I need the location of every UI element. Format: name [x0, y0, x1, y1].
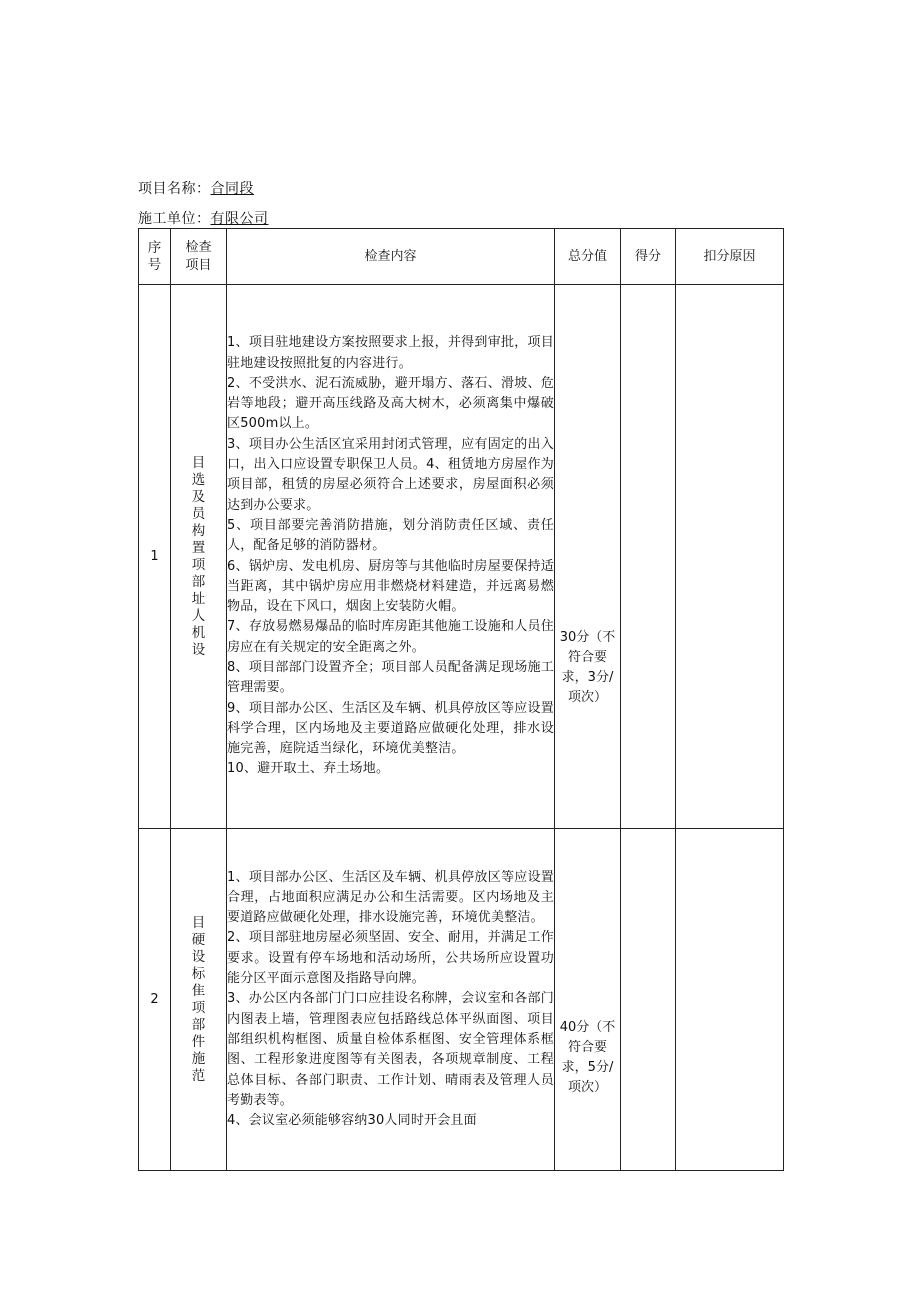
row-number: 2	[139, 829, 171, 1171]
project-name-label: 项目名称：	[138, 181, 211, 197]
row-number: 1	[139, 285, 171, 829]
content-paragraph: 1、项目部办公区、生活区及车辆、机具停放区等应设置合理，占地面积应满足办公和生活需要。区内场地及主要道路应做硬化处理，排水设施完善，环境优美整洁。	[227, 869, 554, 926]
construction-unit-label: 施工单位：	[138, 211, 211, 227]
header-total-score: 总分值	[555, 229, 621, 285]
content-paragraph: 10、避开取土、弃土场地。	[227, 761, 390, 777]
table-header-row	[139, 229, 784, 285]
content-paragraph: 7、存放易燃易爆品的临时库房距其他施工设施和人员住房应在有关规定的安全距离之外。	[227, 619, 554, 655]
score-cell	[621, 829, 676, 1171]
content-paragraph: 5、项目部要完善消防措施，划分消防责任区域、责任人，配备足够的消防器材。	[227, 517, 554, 554]
total-score: 40分（不符合要求，5分/项次）	[555, 829, 621, 1171]
deduction-reason-cell	[676, 829, 784, 1171]
total-score: 30分（不符合要求，3分/项次）	[555, 285, 621, 829]
check-content	[227, 285, 555, 829]
score-cell	[621, 285, 676, 829]
construction-unit-line	[138, 208, 269, 228]
inspection-table	[138, 228, 784, 1171]
check-item: 目硬设标隹项部件施范	[171, 829, 227, 1171]
check-content	[227, 829, 555, 1171]
content-paragraph: 8、项目部部门设置齐全；项目部人员配备满足现场施工管理需要。	[227, 659, 554, 696]
content-paragraph: 3、办公区内各部门门口应挂设名称牌，会议室和各部门内图表上墙，管理图表应包括路线总体平纵面图、项目部组织机构框图、质量自检体系框图、安全管理体系框图、工程形象进度图等有关图表，各项规章制度、工程总体目标、各部门职责、工作计划、晴雨表及管理人员考勤表等。	[227, 991, 554, 1108]
project-name-value: 合同段	[210, 181, 254, 197]
content-paragraph: 3、项目办公生活区宜采用封闭式管理，应有固定的出入口，出入口应设置专职保卫人员。4、租赁地方房屋作为项目部，租赁的房屋必须符合上述要求，房屋面积必须达到办公要求。	[227, 436, 554, 513]
project-name-line	[138, 178, 254, 198]
header-content: 检查内容	[227, 229, 555, 285]
content-paragraph: 2、不受洪水、泥石流威胁，避开塌方、落石、滑坡、危岩等地段；避开高压线路及高大树木，必须离集中爆破区500m以上。	[227, 375, 554, 432]
construction-unit-value: 有限公司	[210, 211, 269, 227]
deduction-reason-cell	[676, 285, 784, 829]
table-row	[139, 285, 784, 829]
content-paragraph: 9、项目部办公区、生活区及车辆、机具停放区等应设置科学合理，区内场地及主要道路应做硬化处理，排水设施完善，庭院适当绿化，环境优美整洁。	[227, 700, 554, 757]
header-score: 得分	[621, 229, 676, 285]
header-item: 检查项目	[171, 229, 227, 285]
table-row	[139, 829, 784, 1171]
content-paragraph: 2、项目部驻地房屋必须坚固、安全、耐用，并满足工作要求。设置有停车场地和活动场所，公共场所应设置功能分区平面示意图及指路导向牌。	[227, 930, 554, 987]
header-no: 序号	[139, 229, 171, 285]
check-item: 目选及员构置项部址人机设	[171, 285, 227, 829]
header-deduction-reason: 扣分原因	[676, 229, 784, 285]
content-paragraph: 4、会议室必须能够容纳30人同时开会且面	[227, 1113, 477, 1129]
content-paragraph: 1、项目驻地建设方案按照要求上报，并得到审批，项目驻地建设按照批复的内容进行。	[227, 335, 554, 371]
content-paragraph: 6、锅炉房、发电机房、厨房等与其他临时房屋要保持适当距离，其中锅炉房应用非燃烧材料建造，并远离易燃物品，设在下风口，烟囱上安装防火帽。	[227, 558, 554, 615]
